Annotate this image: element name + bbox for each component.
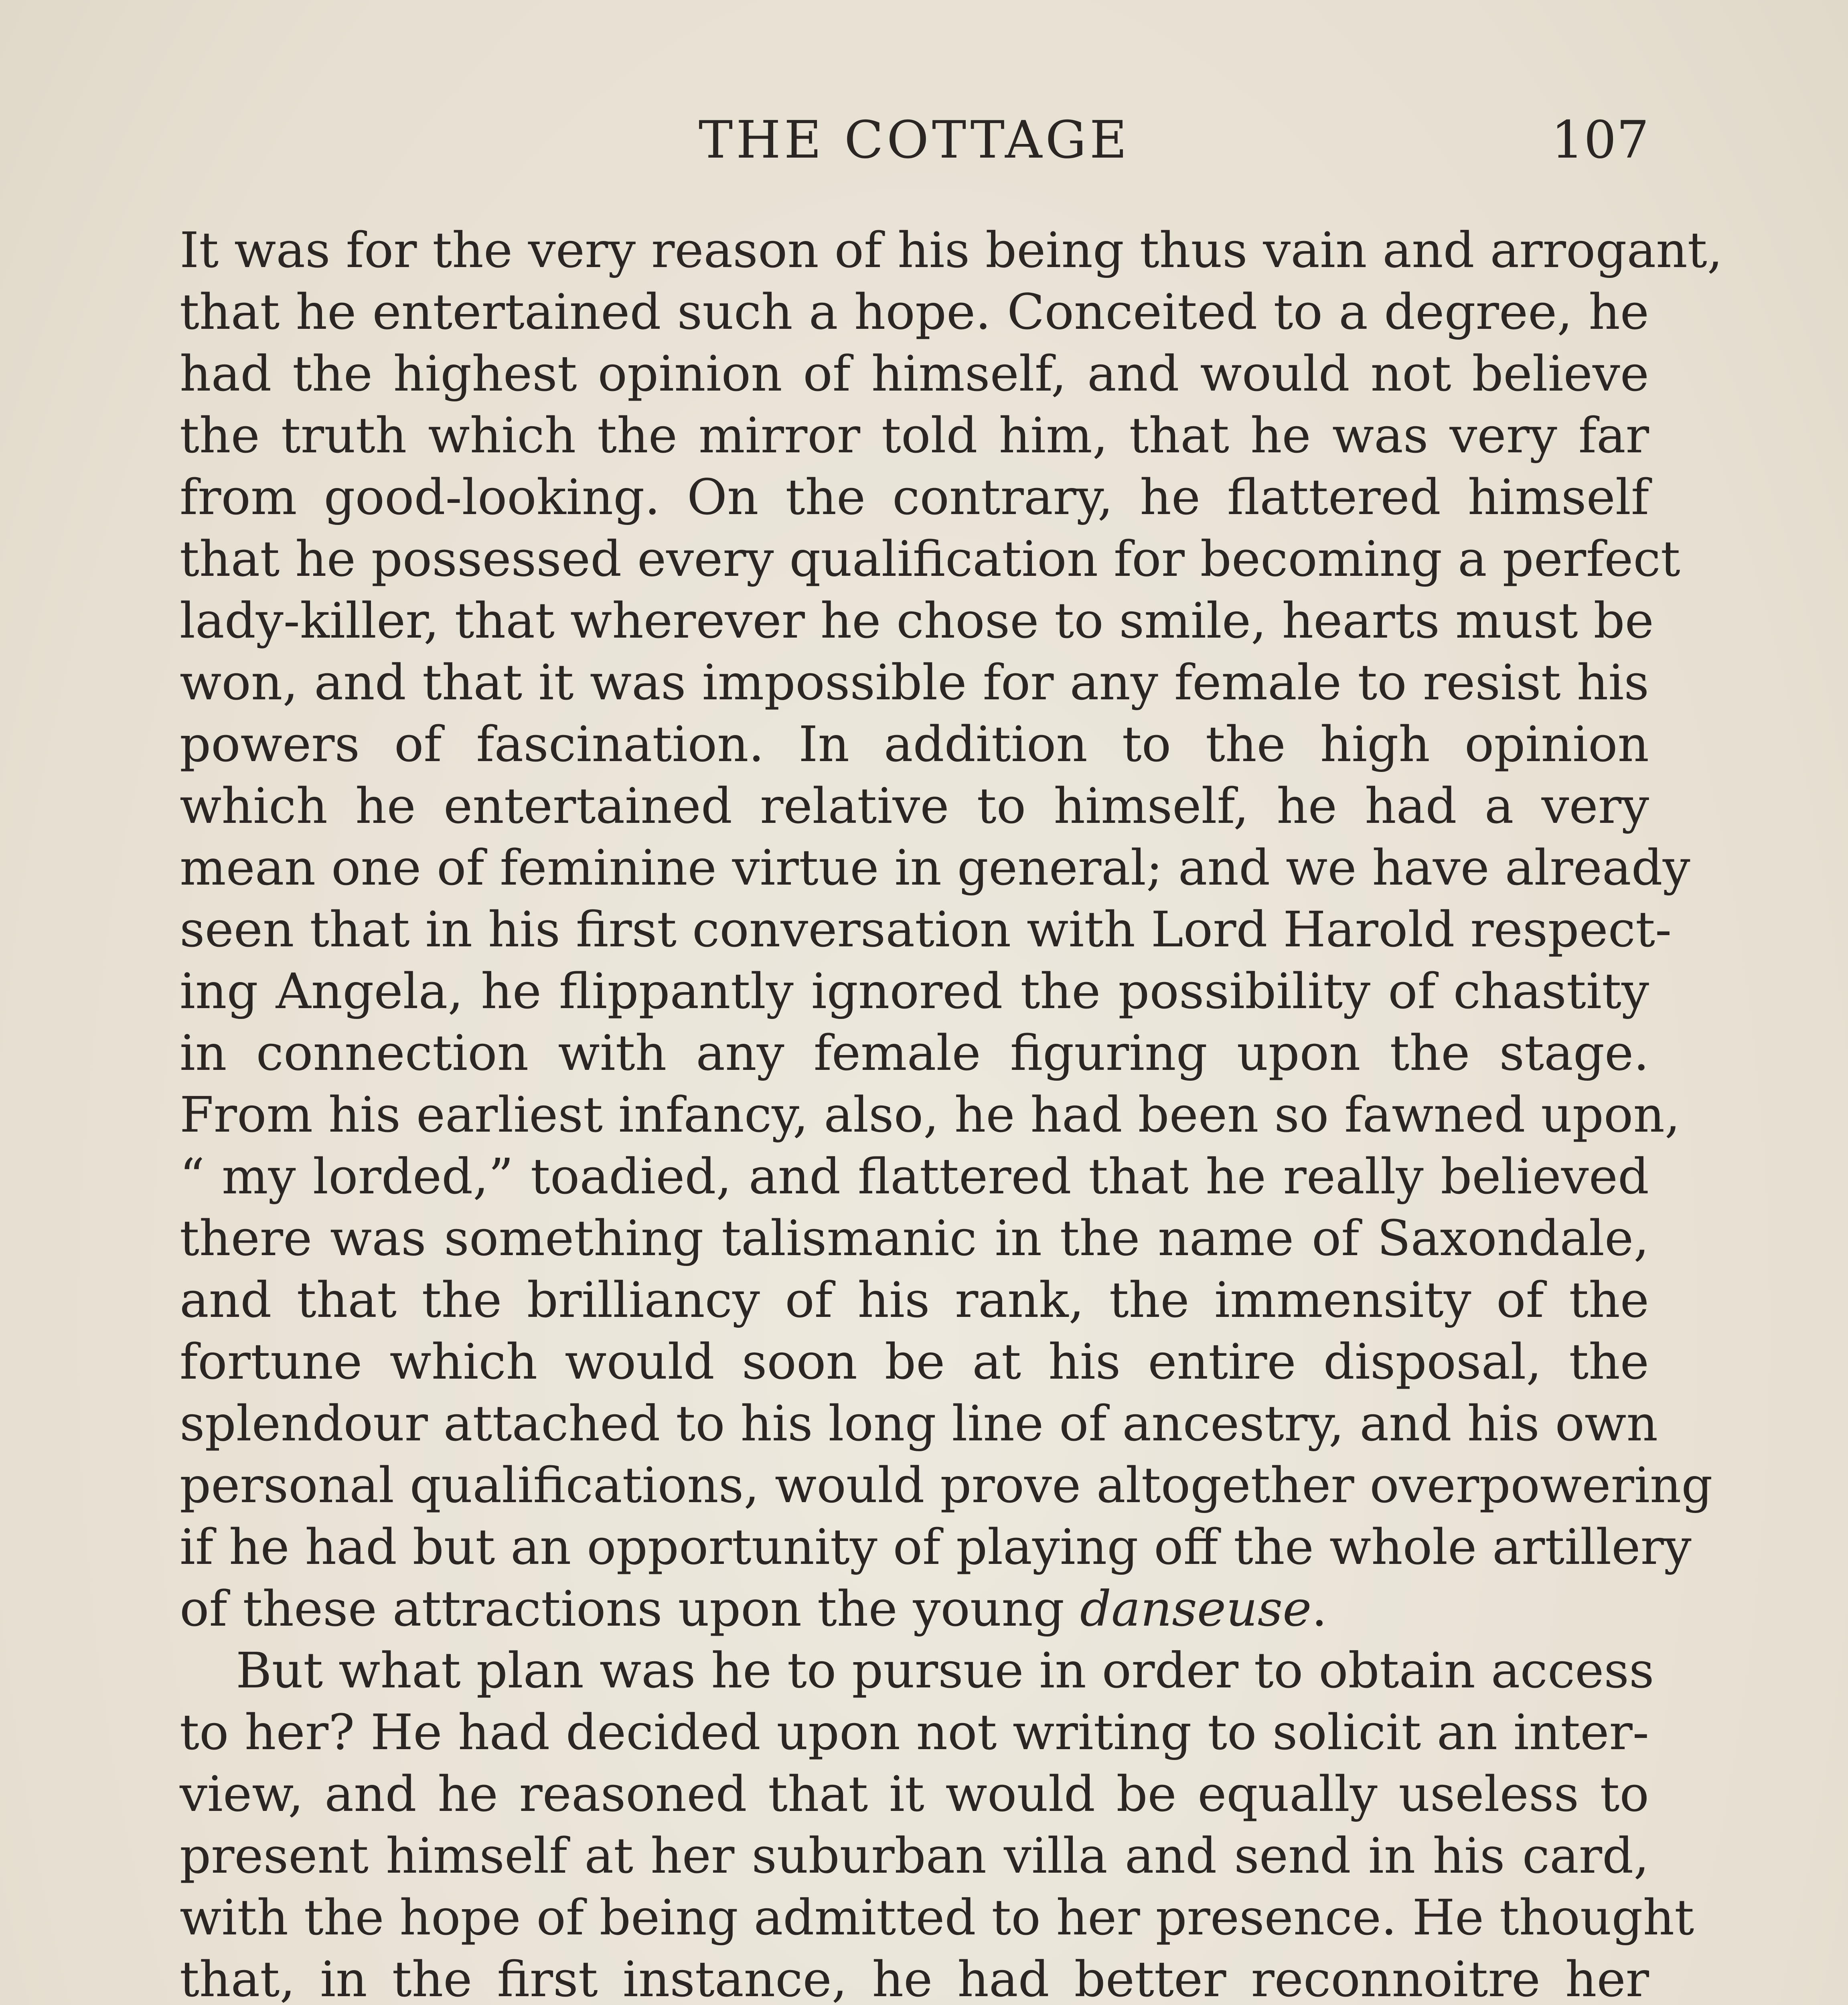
paragraph-1 bbox=[180, 219, 1723, 1640]
running-title: THE COTTAGE bbox=[698, 110, 1131, 170]
text-line: splendour attached to his long line of ancestry, and his own bbox=[180, 1395, 1658, 1452]
text-line: mean one of feminine virtue in general; and we have already bbox=[180, 839, 1690, 896]
text-line: view, and he reasoned that it would be equally useless to bbox=[180, 1766, 1649, 1823]
italic-word: danseuse bbox=[1080, 1580, 1312, 1637]
text-line: fortune which would soon be at his entire disposal, the bbox=[180, 1333, 1649, 1390]
text-line: and that the brilliancy of his rank, the immensity of the bbox=[180, 1272, 1649, 1329]
text-line: that, in the first instance, he had better reconnoitre her bbox=[180, 1951, 1649, 2005]
text-line: powers of fascination. In addition to the high opinion bbox=[180, 716, 1649, 773]
text-line: “ my lorded,” toadied, and flattered that he really believed bbox=[180, 1148, 1649, 1205]
text-line: lady-killer, that wherever he chose to smile, hearts must be bbox=[180, 592, 1654, 649]
running-head bbox=[180, 100, 1649, 180]
text-fragment: of these attractions upon the young bbox=[180, 1580, 1065, 1637]
text-line: seen that in his first conversation with Lord Harold respect- bbox=[180, 901, 1672, 958]
text-line: the truth which the mirror told him, that he was very far bbox=[180, 407, 1649, 464]
text-line: from good-looking. On the contrary, he flattered himself bbox=[180, 469, 1649, 526]
text-line: that he possessed every qualification for becoming a perfect bbox=[180, 531, 1680, 587]
page-number: 107 bbox=[1551, 110, 1649, 170]
paragraph-2 bbox=[180, 1640, 1694, 2005]
text-line: to her? He had decided upon not writing to solicit an inter- bbox=[180, 1704, 1649, 1761]
text-line: which he entertained relative to himself, he had a very bbox=[180, 778, 1649, 834]
text-line: But what plan was he to pursue in order to obtain access bbox=[236, 1642, 1654, 1699]
text-fragment: . bbox=[1311, 1580, 1327, 1637]
text-line: From his earliest infancy, also, he had been so fawned upon, bbox=[180, 1086, 1680, 1143]
text-line: It was for the very reason of his being thus vain and arrogant, bbox=[180, 222, 1723, 279]
text-line: won, and that it was impossible for any female to resist his bbox=[180, 654, 1649, 711]
text-line: with the hope of being admitted to her presence. He thought bbox=[180, 1889, 1694, 1946]
text-line: if he had but an opportunity of playing off the whole artillery bbox=[180, 1519, 1692, 1576]
text-line: there was something talismanic in the name of Saxondale, bbox=[180, 1210, 1649, 1267]
text-line: in connection with any female figuring upon the stage. bbox=[180, 1025, 1649, 1081]
text-line: that he entertained such a hope. Conceited to a degree, he bbox=[180, 284, 1649, 340]
text-line: ing Angela, he flippantly ignored the possibility of chastity bbox=[180, 963, 1649, 1020]
text-line: personal qualifications, would prove altogether overpowering bbox=[180, 1457, 1713, 1514]
text-line: present himself at her suburban villa and send in his card, bbox=[180, 1827, 1649, 1884]
body-text bbox=[180, 219, 1723, 2005]
text-line-last bbox=[180, 1578, 1649, 1640]
text-line: had the highest opinion of himself, and would not believe bbox=[180, 345, 1649, 402]
